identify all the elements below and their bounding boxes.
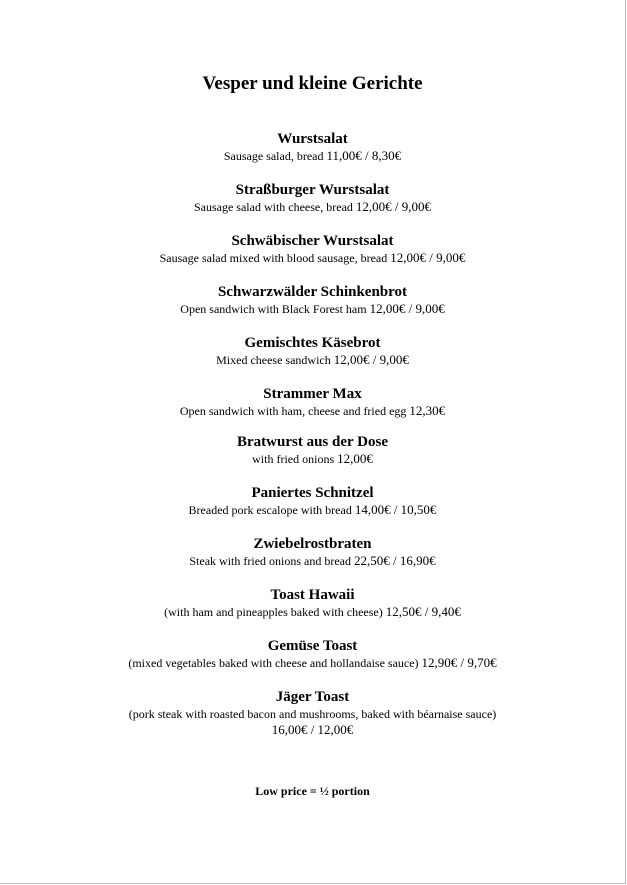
item-name: Jäger Toast	[275, 689, 350, 705]
item-name: Gemischtes Käsebrot	[244, 335, 381, 351]
item-description	[0, 604, 625, 620]
item-desc-text: (mixed vegetables baked with cheese and hollandaise sauce)	[128, 656, 419, 670]
item-description	[0, 502, 625, 518]
menu-item-strammer-max	[0, 386, 625, 419]
item-price: 12,00€ / 9,00€	[369, 301, 445, 316]
item-description	[0, 301, 625, 317]
item-desc-text: Sausage salad mixed with blood sausage, bread	[159, 251, 388, 265]
menu-item-gemuese-toast	[0, 638, 625, 671]
item-price: 12,30€	[409, 403, 446, 418]
item-desc-text: Steak with fried onions and bread	[189, 554, 351, 568]
item-description	[0, 451, 625, 467]
item-name: Schwäbischer Wurstsalat	[231, 233, 394, 249]
item-desc-text: (with ham and pineapples baked with cheese)	[164, 605, 383, 619]
item-description	[0, 655, 625, 671]
item-name: Wurstsalat	[277, 131, 348, 147]
menu-item-gemischtes-kaesebrot	[0, 335, 625, 368]
item-name: Bratwurst aus der Dose	[237, 434, 388, 450]
item-desc-text: Mixed cheese sandwich	[216, 353, 331, 367]
menu-item-schwaebischer-wurstsalat	[0, 233, 625, 266]
item-description	[0, 148, 625, 164]
item-price: 12,90€ / 9,70€	[421, 655, 497, 670]
item-desc-text: with fried onions	[252, 452, 335, 466]
item-name: Straßburger Wurstsalat	[235, 182, 390, 198]
item-desc-text: Open sandwich with ham, cheese and fried egg	[179, 404, 407, 418]
item-price: 22,50€ / 16,90€	[354, 553, 436, 568]
page-title: Vesper und kleine Gerichte	[202, 73, 423, 94]
menu-item-paniertes-schnitzel	[0, 485, 625, 518]
item-price: 11,00€ / 8,30€	[326, 148, 402, 163]
item-name: Gemüse Toast	[267, 638, 358, 654]
item-price: 12,00€ / 9,00€	[333, 352, 409, 367]
item-desc-text: Breaded pork escalope with bread	[188, 503, 352, 517]
item-description	[0, 352, 625, 368]
item-price: 12,00€ / 9,00€	[390, 250, 466, 265]
item-desc-text: Sausage salad, bread	[223, 149, 324, 163]
item-description	[0, 250, 625, 266]
menu-item-schwarzwaelder-schinkenbrot	[0, 284, 625, 317]
item-description	[0, 553, 625, 569]
item-description: (pork steak with roasted bacon and mushrooms, baked with béarnaise sauce)	[128, 707, 497, 721]
item-name: Paniertes Schnitzel	[251, 485, 374, 501]
item-desc-text: Sausage salad with cheese, bread	[193, 200, 353, 214]
menu-item-jaeger-toast	[0, 689, 625, 738]
item-name: Zwiebelrostbraten	[253, 536, 372, 552]
menu-item-strassburger-wurstsalat	[0, 182, 625, 215]
menu-item-zwiebelrostbraten	[0, 536, 625, 569]
item-price: 16,00€ / 12,00€	[271, 722, 354, 737]
item-price: 14,00€ / 10,50€	[354, 502, 437, 517]
price-footnote: Low price = ½ portion	[255, 784, 370, 798]
item-description	[0, 199, 625, 215]
item-price: 12,50€ / 9,40€	[385, 604, 461, 619]
item-price: 12,00€	[337, 451, 373, 466]
menu-item-toast-hawaii	[0, 587, 625, 620]
item-description	[0, 403, 625, 419]
item-price: 12,00€ / 9,00€	[355, 199, 432, 214]
menu-item-wurstsalat	[0, 131, 625, 164]
item-name: Toast Hawaii	[270, 587, 355, 603]
item-desc-text: Open sandwich with Black Forest ham	[180, 302, 367, 316]
item-name: Strammer Max	[263, 386, 362, 402]
item-name: Schwarzwälder Schinkenbrot	[217, 284, 408, 300]
menu-item-bratwurst-aus-der-dose	[0, 434, 625, 467]
